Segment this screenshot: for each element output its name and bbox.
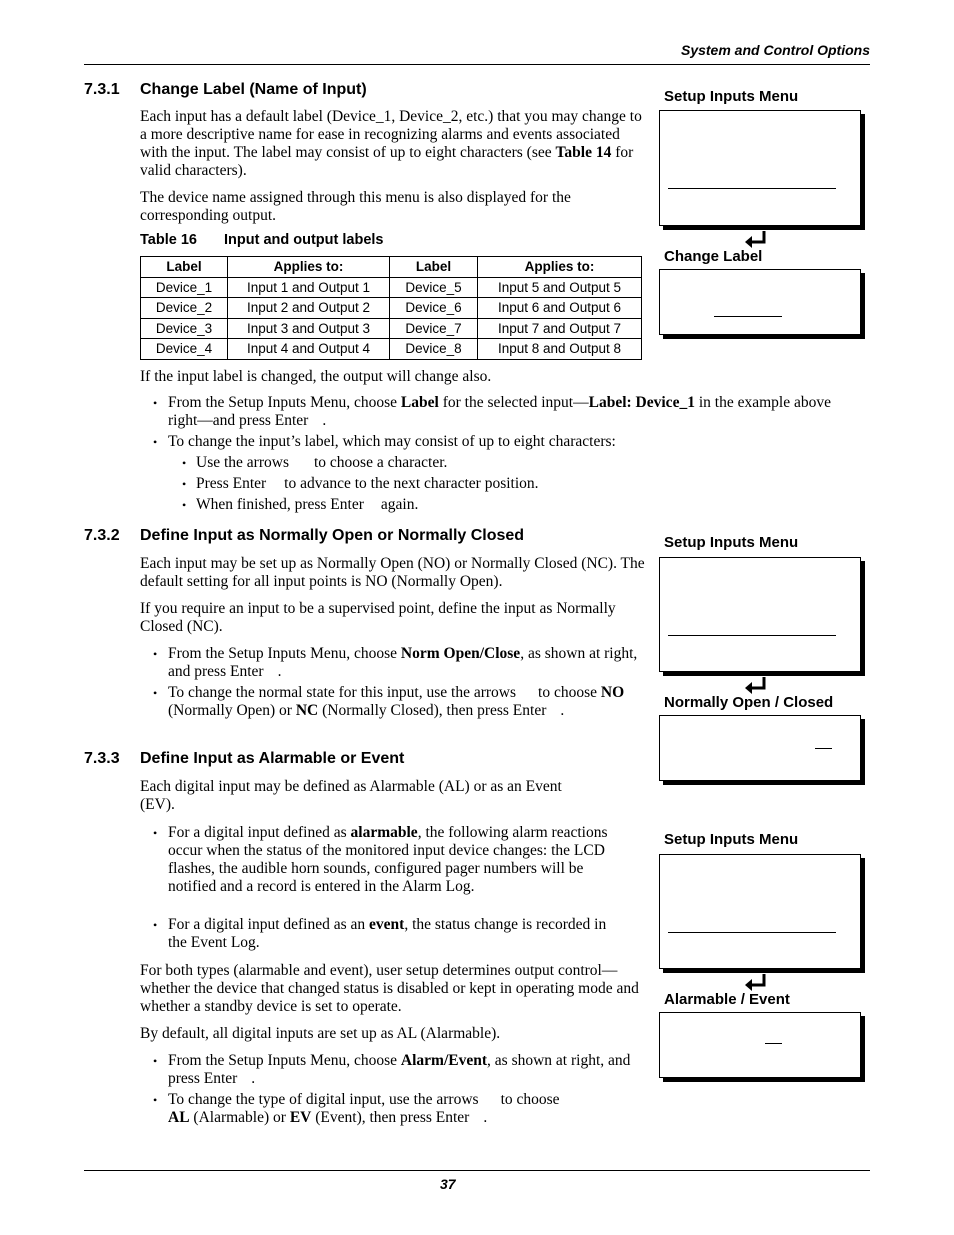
text: (Normally Open) or [168,702,296,719]
section-number: 7.3.2 [84,527,120,544]
text: For a digital input defined as an [168,916,370,933]
text: Use the arrows [196,454,289,471]
setup-inputs-menu-label: Setup Inputs Menu [664,88,799,105]
table-cell: Device_5 [390,277,478,298]
section-title: Define Input as Alarmable or Event [140,750,405,767]
header-rule [84,64,870,65]
running-header: System and Control Options [680,42,870,58]
bullet-text [168,394,848,430]
bullet-icon: • [153,647,158,661]
cursor-underline [815,748,832,749]
bullet-text [168,1052,648,1088]
bullet-text [168,684,648,720]
term: event [369,916,405,933]
section-heading-7-3-1 [84,81,367,99]
section-heading-7-3-3 [84,750,404,768]
text: (Alarmable) or [189,1109,290,1126]
bullet-icon: • [153,918,158,932]
bullet-text [168,916,623,952]
menu-term: Norm Open/Close [400,645,521,662]
table-header-row [141,257,642,278]
normally-open-closed-label: Normally Open / Closed [664,694,834,711]
paragraph: Each digital input may be defined as Alarmable (AL) or as an Event (EV). [140,778,562,813]
option-term: NC [295,702,319,719]
lcd-screen-change-label [659,269,861,335]
menu-term: Label: Device_1 [588,394,695,411]
column-header: Label [141,257,228,278]
section-heading-7-3-2 [84,527,524,545]
text: in the example above right—and press Enter [168,394,831,429]
table-cell: Device_8 [390,339,478,360]
table-caption [140,232,384,248]
column-header: Applies to: [228,257,390,278]
lcd-screen-normally-open-closed [659,715,861,781]
table-cell: Input 5 and Output 5 [478,277,642,298]
text: to choose a character. [313,454,448,471]
bullet-text [196,454,447,472]
section-number: 7.3.1 [84,81,120,98]
text: to advance to the next character position. [284,475,539,492]
bullet-icon: • [153,826,158,840]
footer-rule [84,1170,870,1171]
cursor-underline [668,188,836,189]
change-label-label: Change Label [664,248,763,265]
section-number: 7.3.3 [84,750,120,767]
text: , the status change is recorded in the Event Log. [168,916,607,951]
option-term: EV [289,1109,312,1126]
table-cell: Device_1 [141,277,228,298]
paragraph: If the input label is changed, the output will change also. [140,368,492,385]
text: , as shown at right, and press Enter [168,1052,631,1087]
bullet-icon: • [153,1093,158,1107]
cursor-underline [714,316,782,317]
text: for valid characters). [140,144,634,179]
text: Press Enter [196,475,267,492]
table-cell: Input 4 and Output 4 [228,339,390,360]
bullet-text [168,1091,648,1127]
table-number: Table 16 [140,232,197,248]
paragraph: For both types (alarmable and event), user setup determines output control—whether the device that changed status is disabled or kept in operating mode and whether a standby device is set to operate. [140,962,639,1015]
text: . [560,702,565,719]
table-row [141,318,642,339]
paragraph: If you require an input to be a supervised point, define the input as Normally Closed (NC). [140,600,616,635]
table-row [141,277,642,298]
text: to choose [500,1091,560,1108]
paragraph: Each input may be set up as Normally Open (NO) or Normally Closed (NC). The default setting for all input points is NO (Normally Open). [140,555,645,590]
bullet-text [196,496,418,514]
text: Each input has a default label (Device_1, Device_2, etc.) that you may change to a more descriptive name for ease in recognizing alarms and events associated with the input. The label may consist of up to eight characters (see [140,108,642,161]
text: (Normally Closed), then press Enter [318,702,547,719]
menu-term: Label [400,394,439,411]
bullet-text [168,645,648,681]
text: . [483,1109,488,1126]
enter-key-icon [744,676,768,696]
table-cell: Device_7 [390,318,478,339]
enter-key-icon [744,230,768,250]
page-number: 37 [440,1176,456,1192]
lcd-screen-alarmable-event [659,1012,861,1078]
lcd-screen-setup-inputs [659,557,861,672]
cursor-underline [668,932,836,933]
cursor-underline [765,1043,782,1044]
bullet-text: To change the input’s label, which may consist of up to eight characters: [168,433,616,450]
bullet-icon: • [153,396,158,410]
text: again. [380,496,419,513]
setup-inputs-menu-label: Setup Inputs Menu [664,534,799,551]
enter-key-icon [744,973,768,993]
text: to choose [538,684,601,701]
menu-term: Alarm/Event [400,1052,488,1069]
text: . [251,1070,256,1087]
term: alarmable [350,824,418,841]
text: , the following alarm reactions occur when the status of the monitored input device changes: the LCD flashes, the audible horn sounds, configured pager numbers will be notified and a record is entered in the Alarm Log. [168,824,608,895]
text: To change the normal state for this input, use the arrows [168,684,517,701]
paragraph: By default, all digital inputs are set up as AL (Alarmable). [140,1025,501,1042]
text: . [322,412,327,429]
text: (Event), then press Enter [311,1109,470,1126]
column-header: Label [390,257,478,278]
lcd-screen-setup-inputs [659,110,861,226]
text: for the selected input— [438,394,589,411]
text: , as shown at right, and press Enter [168,645,638,680]
table-cell: Input 2 and Output 2 [228,298,390,319]
text: From the Setup Inputs Menu, choose [168,394,401,411]
table-reference: Table 14 [555,144,612,161]
paragraph: The device name assigned through this menu is also displayed for the corresponding output. [140,189,571,224]
table-cell: Input 3 and Output 3 [228,318,390,339]
table-cell: Input 7 and Output 7 [478,318,642,339]
bullet-icon: • [153,686,158,700]
text: From the Setup Inputs Menu, choose [168,645,401,662]
bullet-text [196,475,539,493]
table-row [141,339,642,360]
table-cell: Input 8 and Output 8 [478,339,642,360]
alarmable-event-label: Alarmable / Event [664,991,790,1008]
table-title: Input and output labels [224,232,384,248]
text: For a digital input defined as [168,824,351,841]
table-row [141,298,642,319]
option-term: NO [600,684,625,701]
cursor-underline [668,635,836,636]
bullet-icon: • [153,435,158,449]
section-title: Change Label (Name of Input) [140,81,367,98]
text: To change the type of digital input, use the arrows [168,1091,479,1108]
paragraph [140,108,645,180]
text: . [277,663,282,680]
lcd-screen-setup-inputs [659,854,861,969]
bullet-text [168,824,623,896]
table-cell: Input 1 and Output 1 [228,277,390,298]
bullet-icon: • [182,477,187,491]
text: From the Setup Inputs Menu, choose [168,1052,401,1069]
bullet-icon: • [182,456,187,470]
bullet-icon: • [182,498,187,512]
labels-table [140,256,642,360]
table-cell: Device_4 [141,339,228,360]
column-header: Applies to: [478,257,642,278]
option-term: AL [168,1109,190,1126]
setup-inputs-menu-label: Setup Inputs Menu [664,831,799,848]
bullet-icon: • [153,1054,158,1068]
section-title: Define Input as Normally Open or Normally Closed [140,527,525,544]
table-cell: Device_6 [390,298,478,319]
table-cell: Device_3 [141,318,228,339]
table-cell: Input 6 and Output 6 [478,298,642,319]
text: When finished, press Enter [196,496,364,513]
table-cell: Device_2 [141,298,228,319]
